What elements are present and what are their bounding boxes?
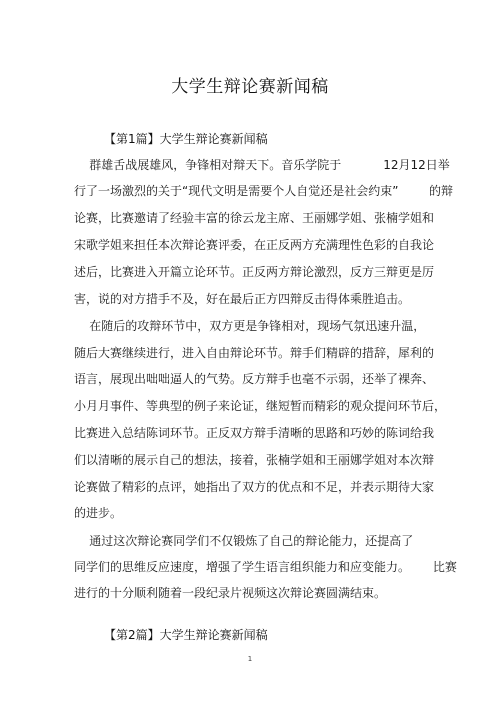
body-line: 群雄舌战展雄风，争锋相对辩天下。音乐学院于 12月12日举 (74, 158, 450, 172)
body-line: 小月月事件、等典型的例子来论证，继短暂而精彩的观众提问环节后， (74, 399, 447, 413)
body-line: 述后，比赛进入开篇立论环节。正反两方辩论激烈，反方三辩更是厉 (74, 265, 435, 279)
body-line: 害，说的对方措手不及，好在最后正方四辩反击得体乘胜追击。 (74, 292, 411, 306)
body-line: 随后大赛继续进行，进入自由辩论环节。辩手们精辟的措辞，犀利的 (74, 346, 435, 360)
section-heading-2: 【第2篇】大学生辩论赛新闻稿 (104, 628, 268, 642)
body-line: 比赛进入总结陈词环节。正反双方辩手清晰的思路和巧妙的陈词给我 (74, 426, 435, 440)
body-line: 的进步。 (74, 506, 123, 520)
body-line: 在随后的攻辩环节中，双方更是争锋相对，现场气氛迅速升温， (74, 319, 426, 333)
document-title: 大学生辩论赛新闻稿 (171, 77, 329, 97)
body-line: 论赛做了精彩的点评，她指出了双方的优点和不足，并表示期待大家 (74, 480, 435, 494)
body-line: 语言，展现出咄咄逼人的气势。反方辩手也毫不示弱，还举了裸奔、 (74, 372, 435, 386)
body-line: 进行的十分顺利随着一段纪录片视频这次辩论赛圆满结束。 (74, 586, 387, 600)
body-line: 行了一场激烈的关于“现代文明是需要个人自觉还是社会约束” 的辩 (74, 184, 453, 198)
body-line: 们以清晰的展示自己的想法，接着，张楠学姐和王丽娜学姐对本次辩 (74, 453, 435, 467)
body-line: 论赛，比赛邀请了经验丰富的徐云龙主席、王丽娜学姐、张楠学姐和 (74, 211, 435, 225)
body-line: 同学们的思维反应速度，增强了学生语言组织能力和应变能力。 比赛 (74, 560, 457, 574)
body-line: 宋歌学姐来担任本次辩论赛评委，在正反两方充满理性色彩的自我论 (74, 238, 435, 252)
body-line: 通过这次辩论赛同学们不仅锻炼了自己的辩论能力，还提高了 (74, 534, 414, 548)
section-heading-1: 【第1篇】大学生辩论赛新闻稿 (104, 132, 268, 146)
page-number: 1 (247, 655, 253, 663)
